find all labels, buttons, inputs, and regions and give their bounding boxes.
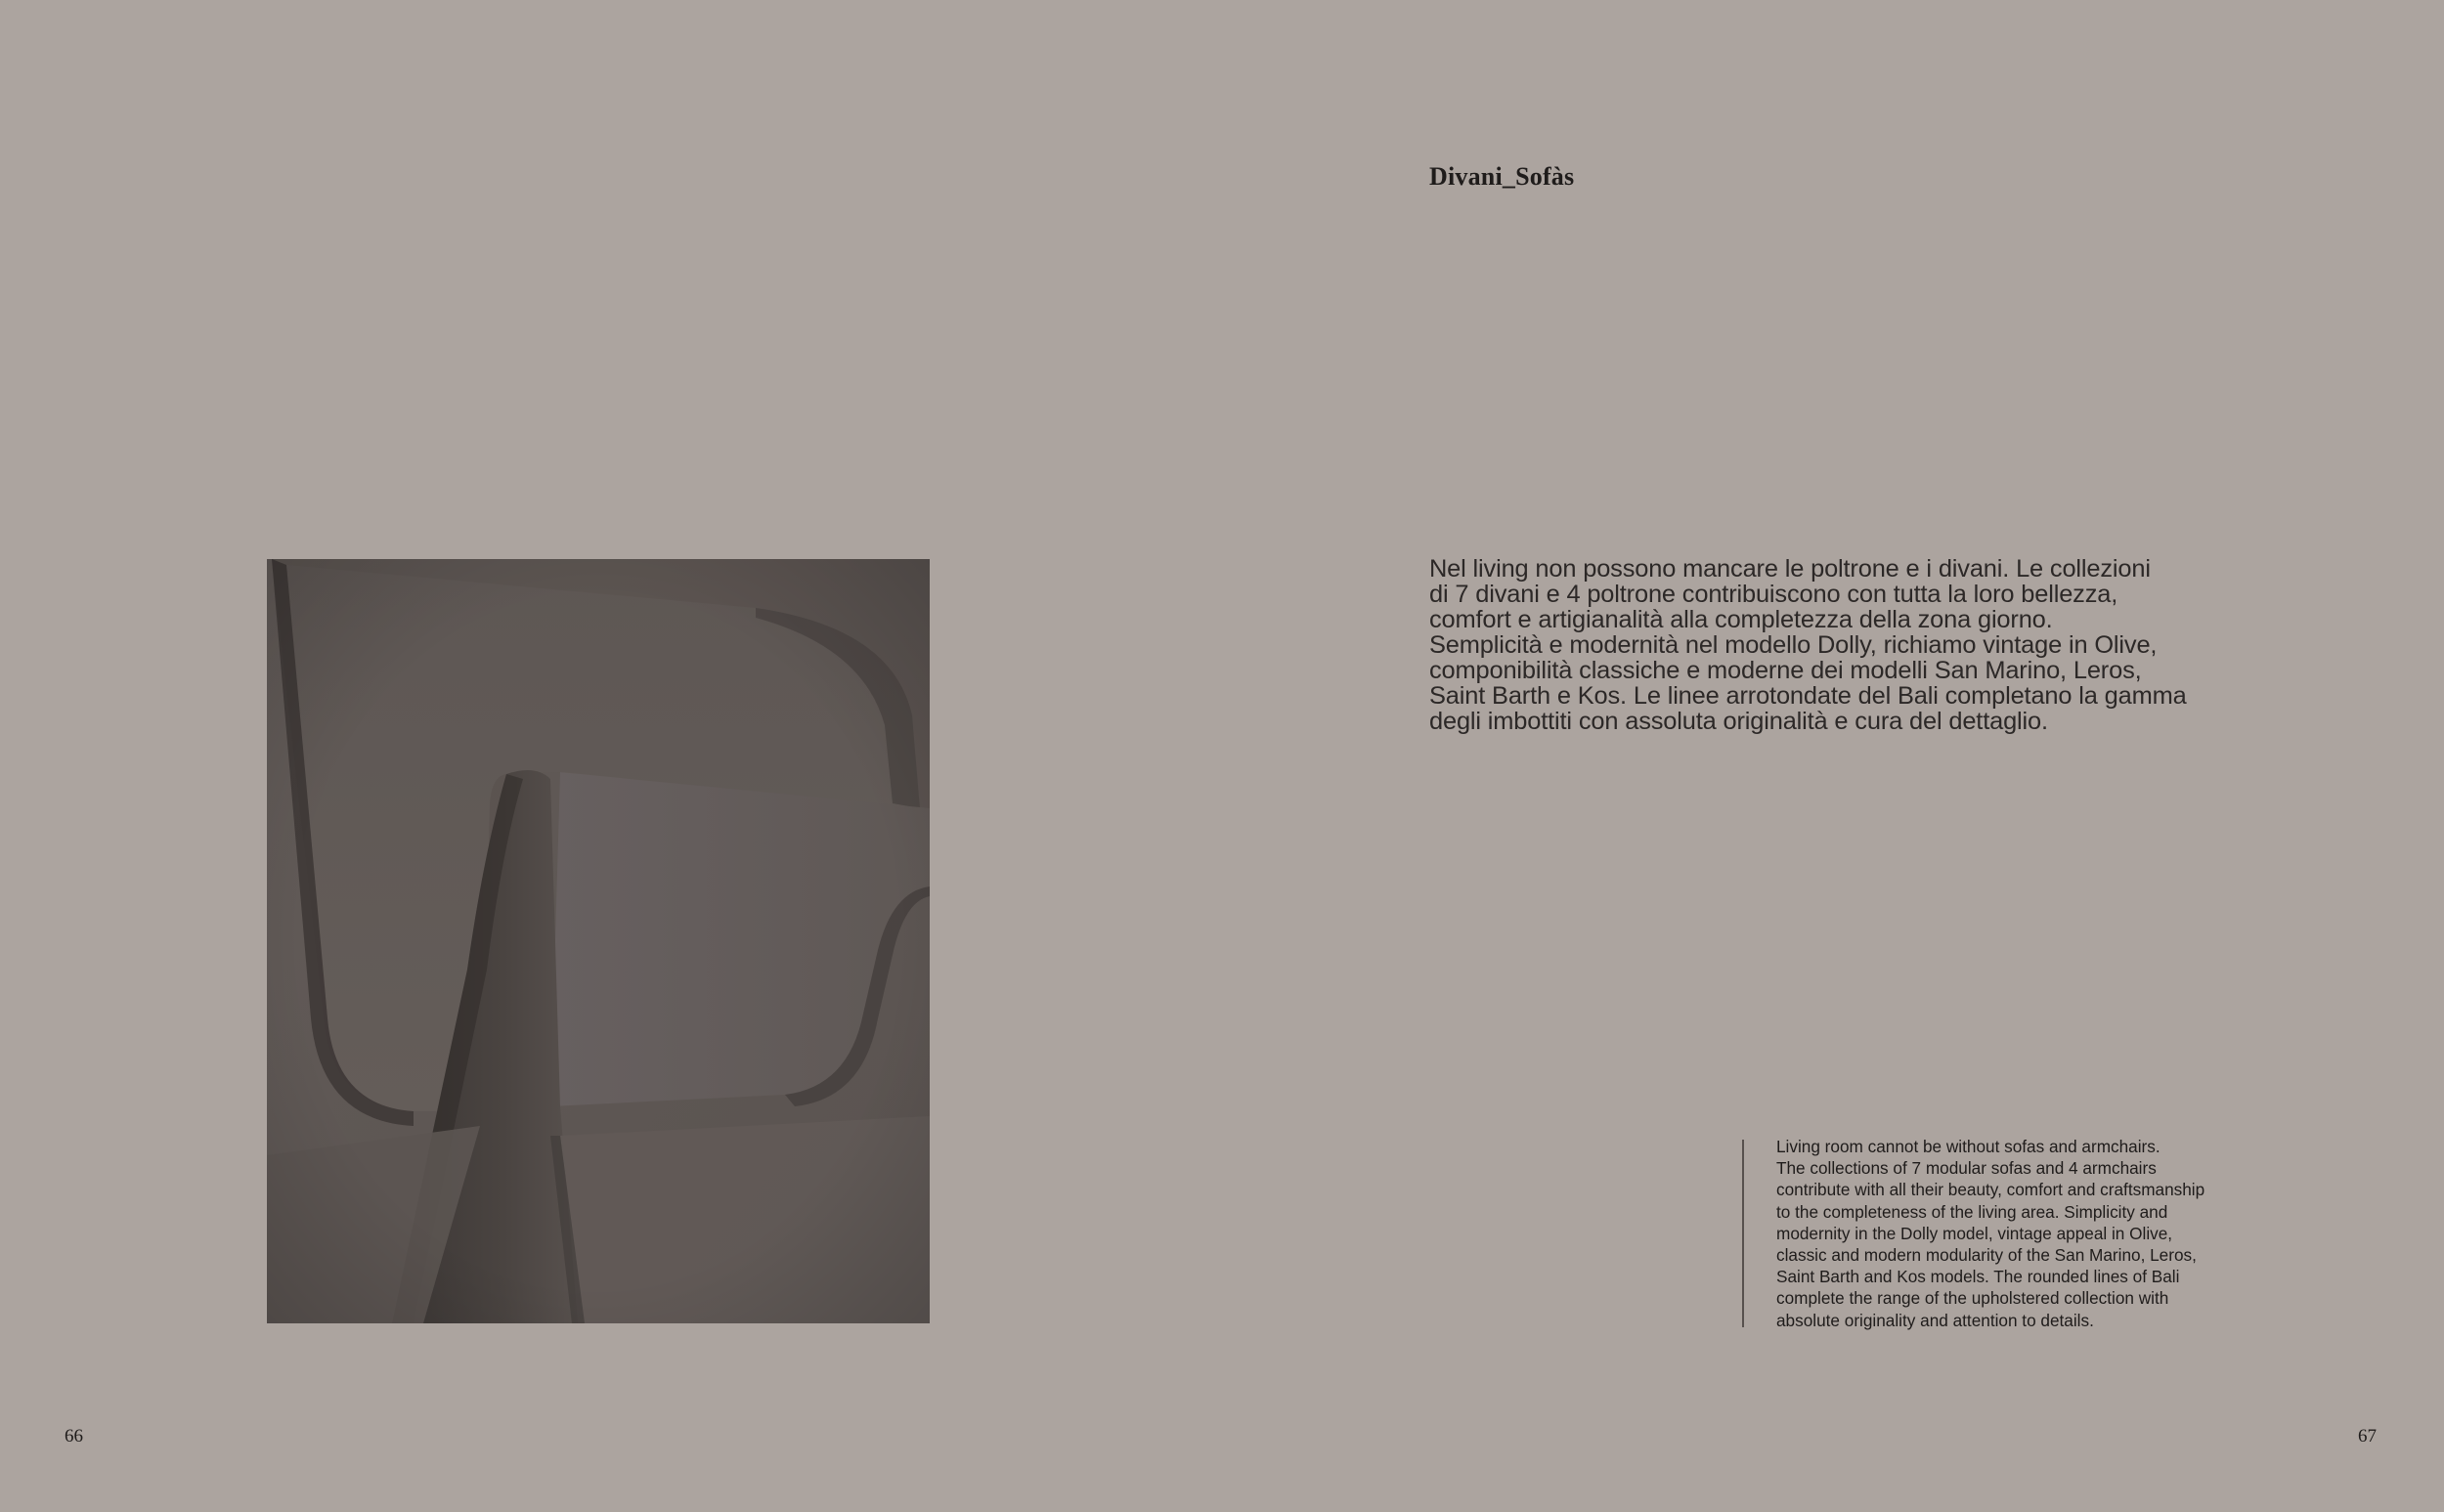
intro-en-line: The collections of 7 modular sofas and 4 armchairs <box>1776 1158 2157 1179</box>
section-title: Divani_Sofàs <box>1429 162 1575 191</box>
intro-paragraph-english <box>1776 1136 2265 1331</box>
abstract-relief-artwork <box>267 559 930 1323</box>
page-number-right: 67 <box>2358 1426 2377 1447</box>
intro-it-line: componibilità classiche e moderne dei modelli San Marino, Leros, <box>1429 657 2142 684</box>
intro-it-line: Semplicità e modernità nel modello Dolly, richiamo vintage in Olive, <box>1429 631 2158 659</box>
page-number-left: 66 <box>65 1426 83 1447</box>
intro-it-line: Saint Barth e Kos. Le linee arrotondate del Bali completano la gamma <box>1429 682 2187 710</box>
intro-it-line: Nel living non possono mancare le poltrone e i divani. Le collezioni <box>1429 555 2151 583</box>
intro-en-line: to the completeness of the living area. Simplicity and <box>1776 1201 2168 1222</box>
relief-illustration <box>267 559 930 1323</box>
intro-en-line: Saint Barth and Kos models. The rounded lines of Bali <box>1776 1267 2180 1287</box>
intro-paragraph-italian <box>1429 556 2231 734</box>
intro-en-line: modernity in the Dolly model, vintage appeal in Olive, <box>1776 1223 2173 1243</box>
intro-en-line: absolute originality and attention to details. <box>1776 1310 2094 1330</box>
intro-en-line: contribute with all their beauty, comfort and craftsmanship <box>1776 1180 2205 1200</box>
intro-en-line: classic and modern modularity of the San Marino, Leros, <box>1776 1245 2197 1266</box>
vertical-divider <box>1742 1140 1744 1327</box>
intro-en-line: Living room cannot be without sofas and armchairs. <box>1776 1137 2160 1156</box>
intro-en-line: complete the range of the upholstered collection with <box>1776 1288 2169 1309</box>
intro-it-line: degli imbottiti con assoluta originalità e cura del dettaglio. <box>1429 708 2048 735</box>
intro-it-line: di 7 divani e 4 poltrone contribuiscono con tutta la loro bellezza, <box>1429 581 2118 608</box>
intro-it-line: comfort e artigianalità alla completezza della zona giorno. <box>1429 606 2053 633</box>
